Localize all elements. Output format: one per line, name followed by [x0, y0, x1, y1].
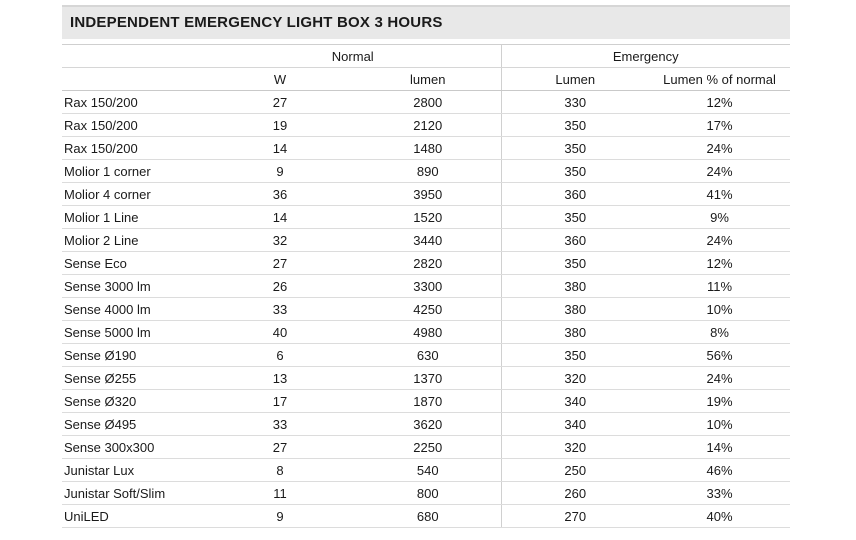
- value-cell: 270: [501, 505, 649, 528]
- table-title: INDEPENDENT EMERGENCY LIGHT BOX 3 HOURS: [70, 14, 443, 31]
- product-name-cell: Junistar Lux: [62, 459, 205, 482]
- group-header-normal: Normal: [205, 45, 501, 68]
- table-row: [62, 482, 790, 505]
- value-cell: 27: [205, 252, 355, 275]
- value-cell: 350: [501, 252, 649, 275]
- value-cell: 8%: [649, 321, 790, 344]
- value-cell: 6: [205, 344, 355, 367]
- table-row: [62, 436, 790, 459]
- product-name-cell: Sense Ø255: [62, 367, 205, 390]
- product-name-cell: Junistar Soft/Slim: [62, 482, 205, 505]
- value-cell: 340: [501, 390, 649, 413]
- value-cell: 24%: [649, 229, 790, 252]
- data-table: [62, 44, 790, 528]
- table-row: [62, 183, 790, 206]
- value-cell: 24%: [649, 137, 790, 160]
- product-name-cell: UniLED: [62, 505, 205, 528]
- value-cell: 320: [501, 436, 649, 459]
- value-cell: 2820: [355, 252, 501, 275]
- value-cell: 1520: [355, 206, 501, 229]
- product-name-cell: Molior 1 corner: [62, 160, 205, 183]
- value-cell: 350: [501, 344, 649, 367]
- value-cell: 33: [205, 298, 355, 321]
- value-cell: 630: [355, 344, 501, 367]
- value-cell: 380: [501, 298, 649, 321]
- value-cell: 350: [501, 206, 649, 229]
- table-row: [62, 459, 790, 482]
- value-cell: 24%: [649, 160, 790, 183]
- value-cell: 26: [205, 275, 355, 298]
- value-cell: 27: [205, 436, 355, 459]
- table-row: [62, 321, 790, 344]
- value-cell: 350: [501, 160, 649, 183]
- value-cell: 14: [205, 137, 355, 160]
- value-cell: 40%: [649, 505, 790, 528]
- column-header-row: [62, 68, 790, 91]
- product-name-cell: Rax 150/200: [62, 137, 205, 160]
- value-cell: 3300: [355, 275, 501, 298]
- product-name-cell: Sense 300x300: [62, 436, 205, 459]
- product-name-cell: Sense Ø495: [62, 413, 205, 436]
- product-name-cell: Sense Eco: [62, 252, 205, 275]
- value-cell: 800: [355, 482, 501, 505]
- product-name-cell: Molior 2 Line: [62, 229, 205, 252]
- value-cell: 890: [355, 160, 501, 183]
- table-row: [62, 390, 790, 413]
- value-cell: 9%: [649, 206, 790, 229]
- value-cell: 14%: [649, 436, 790, 459]
- value-cell: 3440: [355, 229, 501, 252]
- value-cell: 680: [355, 505, 501, 528]
- group-header-emergency: Emergency: [501, 45, 790, 68]
- value-cell: 36: [205, 183, 355, 206]
- value-cell: 540: [355, 459, 501, 482]
- value-cell: 32: [205, 229, 355, 252]
- column-header-watt: W: [205, 68, 355, 91]
- column-header-lumen-normal: lumen: [355, 68, 501, 91]
- value-cell: 19: [205, 114, 355, 137]
- table-row: [62, 367, 790, 390]
- value-cell: 1870: [355, 390, 501, 413]
- table-row: [62, 206, 790, 229]
- product-name-cell: Sense 4000 lm: [62, 298, 205, 321]
- product-name-cell: Sense Ø190: [62, 344, 205, 367]
- value-cell: 2250: [355, 436, 501, 459]
- value-cell: 2800: [355, 91, 501, 114]
- value-cell: 19%: [649, 390, 790, 413]
- value-cell: 250: [501, 459, 649, 482]
- product-name-cell: Sense 5000 lm: [62, 321, 205, 344]
- value-cell: 1480: [355, 137, 501, 160]
- product-name-cell: Sense Ø320: [62, 390, 205, 413]
- value-cell: 3950: [355, 183, 501, 206]
- table-row: [62, 505, 790, 528]
- product-name-cell: Rax 150/200: [62, 114, 205, 137]
- table-row: [62, 413, 790, 436]
- value-cell: 1370: [355, 367, 501, 390]
- value-cell: 13: [205, 367, 355, 390]
- value-cell: 9: [205, 505, 355, 528]
- value-cell: 2120: [355, 114, 501, 137]
- value-cell: 46%: [649, 459, 790, 482]
- column-header-lumen-percent: Lumen % of normal: [649, 68, 790, 91]
- value-cell: 350: [501, 137, 649, 160]
- value-cell: 10%: [649, 298, 790, 321]
- value-cell: 360: [501, 229, 649, 252]
- value-cell: 24%: [649, 367, 790, 390]
- value-cell: 380: [501, 321, 649, 344]
- table-row: [62, 91, 790, 114]
- value-cell: 330: [501, 91, 649, 114]
- value-cell: 11: [205, 482, 355, 505]
- product-name-cell: Molior 1 Line: [62, 206, 205, 229]
- table-title-bar: [62, 5, 790, 39]
- group-header-row: [62, 45, 790, 68]
- table-row: [62, 252, 790, 275]
- table-row: [62, 137, 790, 160]
- value-cell: 340: [501, 413, 649, 436]
- value-cell: 14: [205, 206, 355, 229]
- value-cell: 360: [501, 183, 649, 206]
- value-cell: 33: [205, 413, 355, 436]
- value-cell: 27: [205, 91, 355, 114]
- value-cell: 17%: [649, 114, 790, 137]
- product-name-cell: Molior 4 corner: [62, 183, 205, 206]
- value-cell: 3620: [355, 413, 501, 436]
- value-cell: 380: [501, 275, 649, 298]
- value-cell: 12%: [649, 252, 790, 275]
- table-row: [62, 229, 790, 252]
- column-header-lumen-emergency: Lumen: [501, 68, 649, 91]
- table-row: [62, 114, 790, 137]
- value-cell: 12%: [649, 91, 790, 114]
- value-cell: 350: [501, 114, 649, 137]
- table-row: [62, 298, 790, 321]
- column-header-product: [62, 68, 205, 91]
- value-cell: 40: [205, 321, 355, 344]
- value-cell: 33%: [649, 482, 790, 505]
- value-cell: 11%: [649, 275, 790, 298]
- value-cell: 4250: [355, 298, 501, 321]
- value-cell: 41%: [649, 183, 790, 206]
- table-row: [62, 275, 790, 298]
- group-header-blank: [62, 45, 205, 68]
- value-cell: 4980: [355, 321, 501, 344]
- emergency-light-table: [62, 5, 790, 528]
- value-cell: 260: [501, 482, 649, 505]
- table-row: [62, 160, 790, 183]
- value-cell: 10%: [649, 413, 790, 436]
- product-name-cell: Sense 3000 lm: [62, 275, 205, 298]
- value-cell: 56%: [649, 344, 790, 367]
- value-cell: 320: [501, 367, 649, 390]
- value-cell: 8: [205, 459, 355, 482]
- table-body: [62, 91, 790, 528]
- value-cell: 9: [205, 160, 355, 183]
- table-row: [62, 344, 790, 367]
- value-cell: 17: [205, 390, 355, 413]
- product-name-cell: Rax 150/200: [62, 91, 205, 114]
